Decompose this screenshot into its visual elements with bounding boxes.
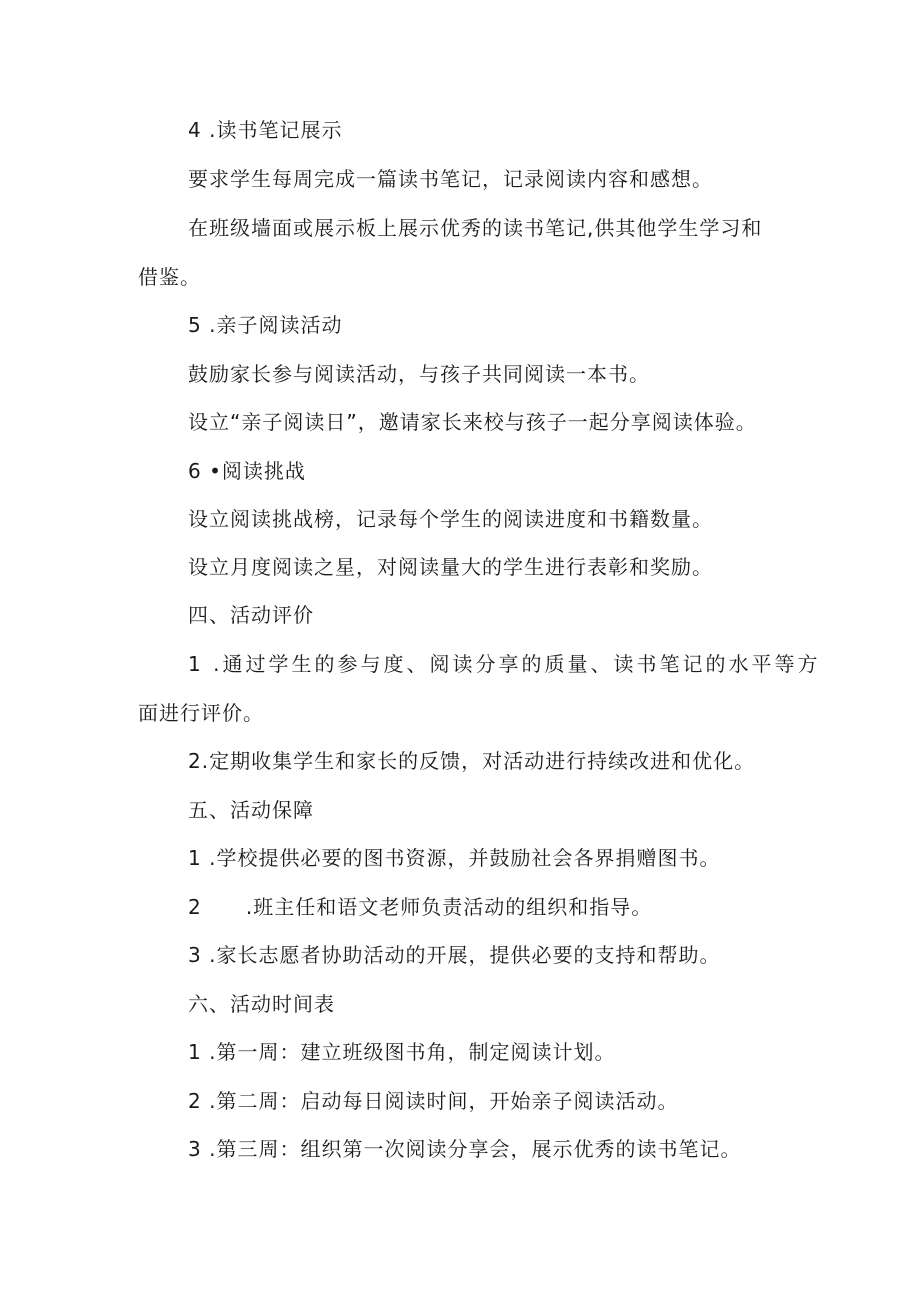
paragraph: 2 .第二周：启动每日阅读时间，开始亲子阅读活动。: [188, 1089, 679, 1113]
section-heading-evaluation: 四、活动评价: [188, 603, 314, 627]
paragraph: 2.定期收集学生和家长的反馈，对活动进行持续改进和优化。: [188, 749, 756, 773]
section-heading-schedule: 六、活动时间表: [188, 992, 335, 1016]
paragraph: 设立阅读挑战榜，记录每个学生的阅读进度和书籍数量。: [188, 507, 713, 531]
paragraph: 3 .家长志愿者协助活动的开展，提供必要的支持和帮助。: [188, 943, 721, 967]
paragraph: 1 .通过学生的参与度、阅读分享的质量、读书笔记的水平等方: [188, 652, 821, 676]
paragraph: 在班级墙面或展示板上展示优秀的读书笔记,供其他学生学习和: [188, 216, 763, 240]
paragraph: 设立月度阅读之星，对阅读量大的学生进行表彰和奖励。: [188, 555, 713, 579]
paragraph: 1 .学校提供必要的图书资源，并鼓励社会各界捐赠图书。: [188, 846, 721, 870]
heading-reading-challenge: 6 •阅读挑战: [188, 459, 306, 483]
paragraph-continuation: 面进行评价。: [138, 701, 264, 725]
heading-reading-notes-display: 4 .读书笔记展示: [188, 118, 343, 142]
paragraph: 2 .班主任和语文老师负责活动的组织和指导。: [188, 895, 653, 919]
paragraph: 鼓励家长参与阅读活动，与孩子共同阅读一本书。: [188, 362, 650, 386]
paragraph: 3 .第三周：组织第一次阅读分享会，展示优秀的读书笔记。: [188, 1137, 742, 1161]
paragraph-continuation: 借鉴。: [138, 265, 201, 289]
paragraph: 要求学生每周完成一篇读书笔记，记录阅读内容和感想。: [188, 167, 713, 191]
paragraph: 1 .第一周：建立班级图书角，制定阅读计划。: [188, 1040, 616, 1064]
heading-parent-child-reading: 5 .亲子阅读活动: [188, 313, 343, 337]
paragraph: 设立“亲子阅读日”，邀请家长来校与孩子一起分享阅读体验。: [188, 410, 757, 434]
section-heading-support: 五、活动保障: [188, 798, 314, 822]
